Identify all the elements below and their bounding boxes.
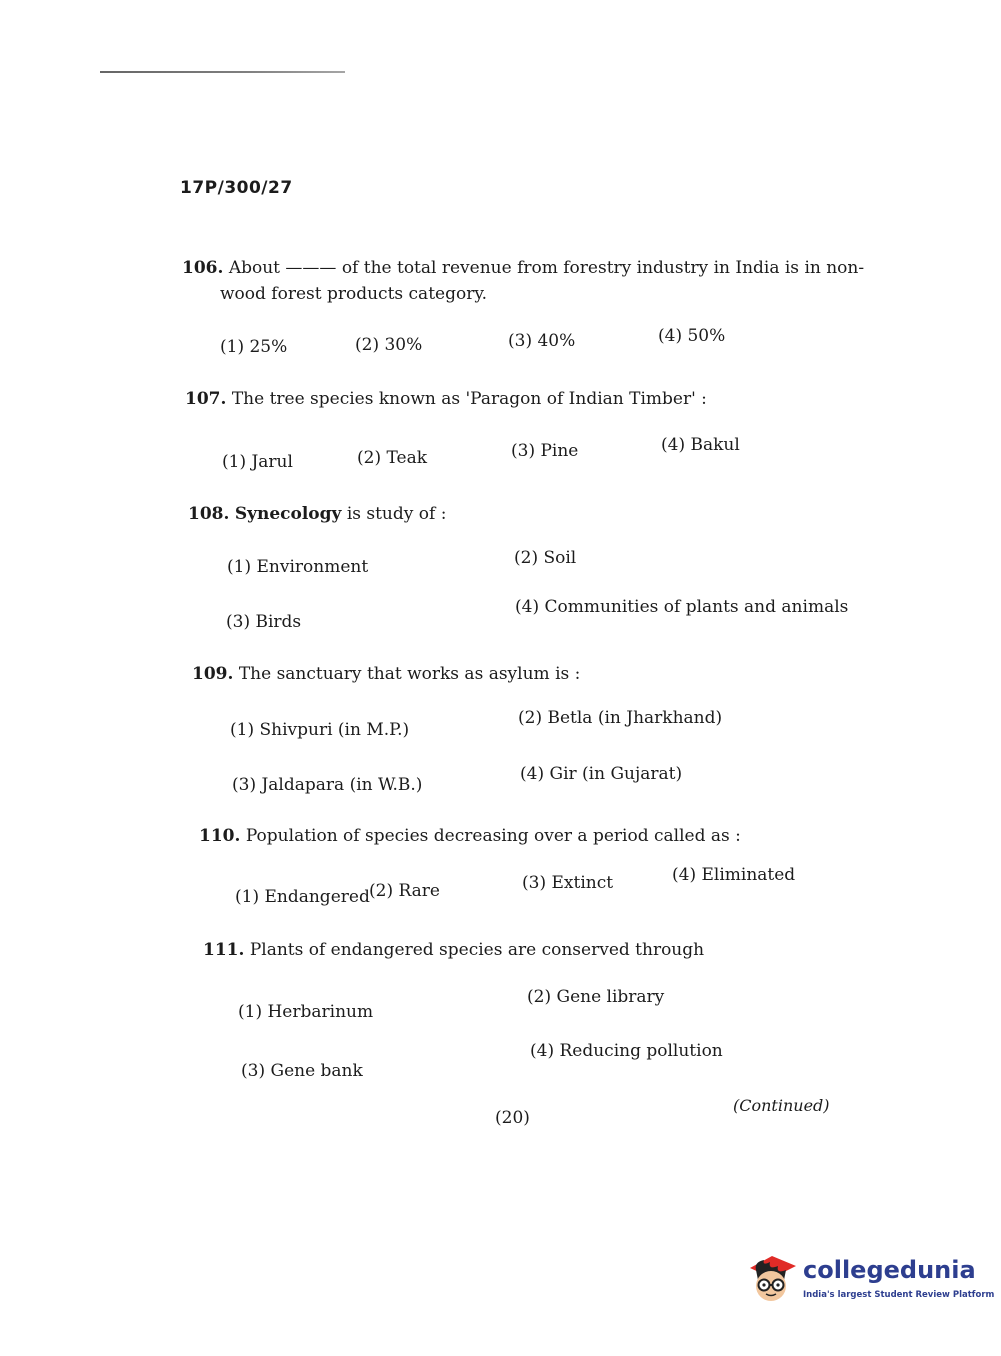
question-keyword: Synecology bbox=[234, 504, 342, 524]
question-number: 107. bbox=[185, 389, 227, 409]
option-108-2[interactable]: (2) Soil bbox=[514, 548, 577, 568]
option-107-3[interactable]: (3) Pine bbox=[511, 441, 579, 461]
question-text: Population of species decreasing over a period called as : bbox=[245, 826, 741, 846]
question-111 bbox=[203, 940, 704, 960]
option-108-3[interactable]: (3) Birds bbox=[226, 612, 302, 632]
logo-wordmark: collegedunia bbox=[803, 1256, 976, 1284]
option-109-3[interactable]: (3) Jaldapara (in W.B.) bbox=[232, 775, 423, 795]
option-106-1[interactable]: (1) 25% bbox=[220, 337, 288, 357]
question-text: is study of : bbox=[346, 504, 447, 524]
question-106-continuation: wood forest products category. bbox=[220, 284, 488, 304]
question-number: 109. bbox=[192, 664, 234, 684]
option-110-1[interactable]: (1) Endangered bbox=[235, 887, 370, 907]
question-number: 108. bbox=[188, 504, 230, 524]
option-106-4[interactable]: (4) 50% bbox=[658, 326, 726, 346]
question-text: The tree species known as 'Paragon of Indian Timber' : bbox=[231, 389, 707, 409]
mascot-icon bbox=[742, 1250, 800, 1308]
option-106-2[interactable]: (2) 30% bbox=[355, 335, 423, 355]
question-110 bbox=[199, 826, 741, 846]
question-text: The sanctuary that works as asylum is : bbox=[238, 664, 581, 684]
question-number: 111. bbox=[203, 940, 245, 960]
option-111-3[interactable]: (3) Gene bank bbox=[241, 1061, 363, 1081]
option-109-2[interactable]: (2) Betla (in Jharkhand) bbox=[518, 708, 723, 728]
option-108-4[interactable]: (4) Communities of plants and animals bbox=[515, 597, 849, 617]
option-111-2[interactable]: (2) Gene library bbox=[527, 987, 665, 1007]
question-text-after: of the total revenue from forestry industry in India is in non- bbox=[341, 258, 865, 278]
paper-code: 17P/300/27 bbox=[180, 178, 293, 198]
question-text-before: About bbox=[228, 258, 280, 278]
question-text: Plants of endangered species are conserved through bbox=[249, 940, 705, 960]
logo-tagline: India's largest Student Review Platform bbox=[803, 1290, 995, 1300]
option-109-1[interactable]: (1) Shivpuri (in M.P.) bbox=[230, 720, 410, 740]
question-106 bbox=[182, 258, 864, 278]
option-110-2[interactable]: (2) Rare bbox=[369, 881, 440, 901]
question-number: 110. bbox=[199, 826, 241, 846]
scan-artifact-line bbox=[100, 71, 345, 73]
option-111-1[interactable]: (1) Herbarinum bbox=[238, 1002, 374, 1022]
option-106-3[interactable]: (3) 40% bbox=[508, 331, 576, 351]
question-number: 106. bbox=[182, 258, 224, 278]
page-number: (20) bbox=[495, 1108, 530, 1128]
option-107-4[interactable]: (4) Bakul bbox=[661, 435, 740, 455]
question-109 bbox=[192, 664, 580, 684]
option-111-4[interactable]: (4) Reducing pollution bbox=[530, 1041, 723, 1061]
collegedunia-logo[interactable] bbox=[742, 1250, 995, 1310]
option-110-3[interactable]: (3) Extinct bbox=[522, 873, 614, 893]
continued-note: (Continued) bbox=[733, 1096, 830, 1115]
option-108-1[interactable]: (1) Environment bbox=[227, 557, 369, 577]
question-108 bbox=[188, 504, 446, 524]
option-110-4[interactable]: (4) Eliminated bbox=[672, 865, 796, 885]
option-109-4[interactable]: (4) Gir (in Gujarat) bbox=[520, 764, 683, 784]
question-blank: ——— bbox=[285, 258, 337, 278]
option-107-1[interactable]: (1) Jarul bbox=[222, 452, 293, 472]
option-107-2[interactable]: (2) Teak bbox=[357, 448, 428, 468]
question-107 bbox=[185, 389, 707, 409]
